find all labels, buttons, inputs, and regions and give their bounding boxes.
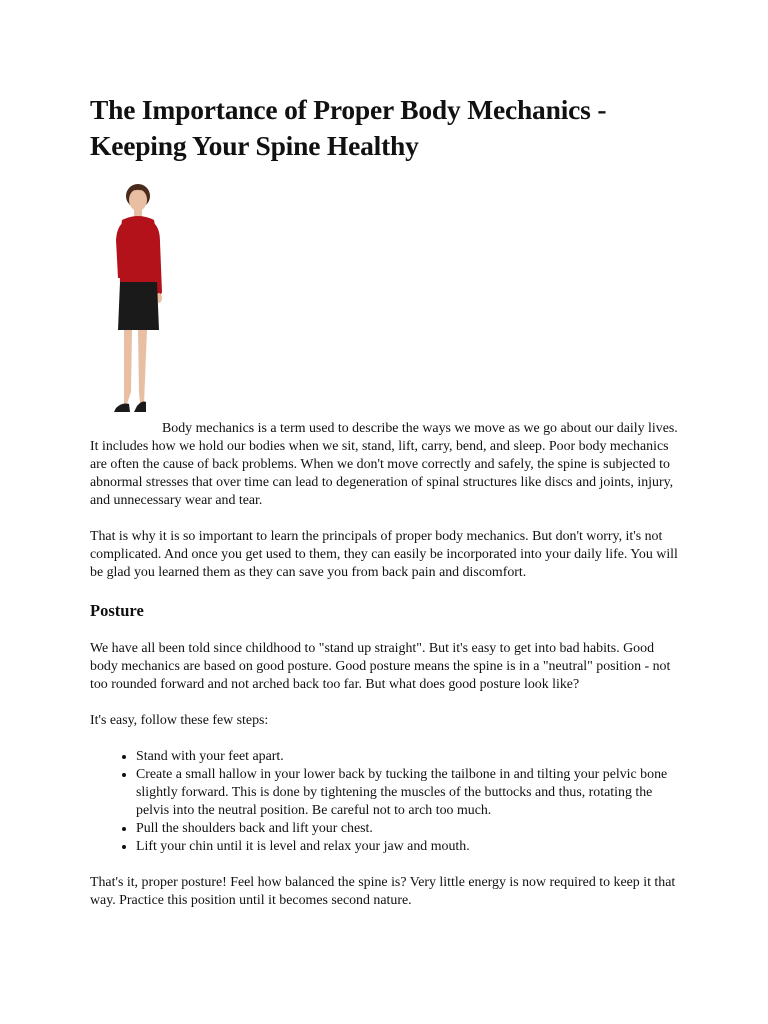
principles-paragraph: That is why it is so important to learn the principals of proper body mechanics. But don't worry, it's not complicated. And once you get used to them, they can easily be incorporated into your daily life. You will be glad you learned them as they can save you from back pain and discomfort. xyxy=(90,529,678,580)
list-item: • Lift your chin until it is level and relax your jaw and mouth. xyxy=(136,838,680,856)
list-item: • Stand with your feet apart. xyxy=(136,748,680,766)
woman-standing-figure-image xyxy=(102,182,162,422)
article-title: The Importance of Proper Body Mechanics - Keeping Your Spine Healthy xyxy=(90,94,607,161)
intro-paragraph: Body mechanics is a term used to describe the ways we move as we go about our daily lives. It includes how we hold our bodies when we sit, stand, lift, carry, bend, and sleep. Poor body mechanics are often the cause of back problems. When we don't move correctly and safely, the spine is subjected to abnormal stresses that over time can lead to degeneration of spinal structures like discs and joints, injury, and unnecessary wear and tear. xyxy=(90,421,678,508)
section-heading-posture: Posture xyxy=(90,601,144,620)
article xyxy=(90,92,680,910)
list-item: • Create a small hallow in your lower back by tucking the tailbone in and tilting your pelvic bone slightly forward. This is done by tightening the muscles of the buttocks and thus, rotating the pelvis into the neutral position. Be careful not to arch too much. xyxy=(136,766,680,820)
steps-intro-paragraph: It's easy, follow these few steps: xyxy=(90,713,269,728)
posture-steps-list xyxy=(90,748,680,856)
list-item: • Pull the shoulders back and lift your chest. xyxy=(136,820,680,838)
figure-container xyxy=(90,182,680,420)
posture-paragraph: We have all been told since childhood to "stand up straight". But it's easy to get into bad habits. Good body mechanics are based on good posture. Good posture means the spine is in a "neutral" position - not too rounded forward and not arched back too far. But what does good posture look like? xyxy=(90,641,671,692)
closing-paragraph: That's it, proper posture! Feel how balanced the spine is? Very little energy is now required to keep it that way. Practice this position until it becomes second nature. xyxy=(90,875,676,908)
